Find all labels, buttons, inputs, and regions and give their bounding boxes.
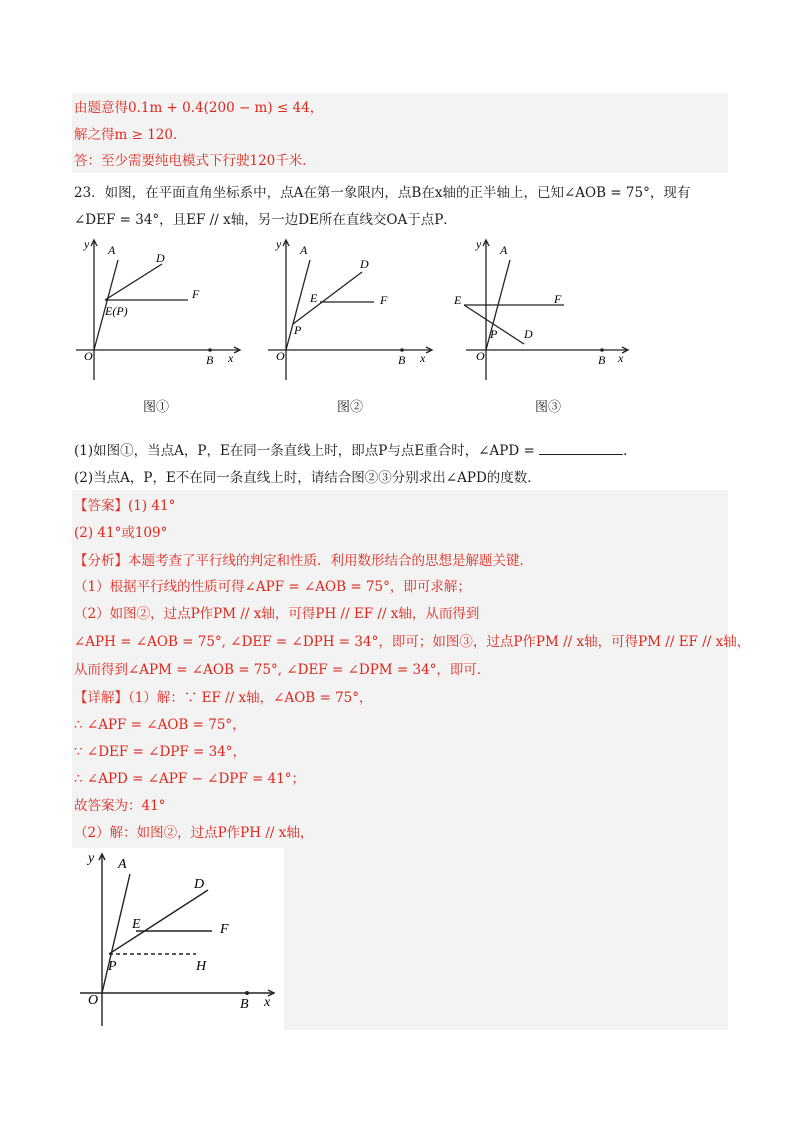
detail-4: ∴ ∠APD = ∠APF − ∠DPF = 41°； [74, 771, 306, 787]
fig3-label-f: F [554, 292, 562, 306]
fig2-label-p: P [294, 323, 302, 337]
detail-line [74, 688, 373, 708]
fig3-label-y: y [476, 237, 482, 251]
question-line2: ∠DEF = 34°，且EF // x轴，另一边DE所在直线交OA于点P． [74, 212, 457, 228]
fig2-label-y: y [276, 237, 282, 251]
analysis-line [74, 551, 533, 571]
fig1-label-x: x [228, 351, 234, 365]
fig1-label-y: y [84, 237, 90, 251]
figure-3-caption: 图③ [535, 400, 562, 415]
figure-1-caption: 图① [143, 400, 170, 415]
answer-line [74, 496, 175, 516]
fig3-label-o: O [476, 349, 485, 363]
fig2-label-o: O [276, 349, 285, 363]
analysis-2: （2）如图②，过点P作PM // x轴，可得PH // EF // x轴，从而得到 [74, 606, 480, 622]
answer-2: (2) 41°或109° [74, 525, 168, 541]
prev-solution-line1: 由题意得0.1m + 0.4(200 − m) ≤ 44， [74, 100, 324, 116]
detail-2: ∴ ∠APF = ∠AOB = 75°， [74, 717, 246, 733]
fig1-label-ep: E(P) [105, 304, 128, 318]
answer-1: (1) 41° [128, 498, 176, 514]
fig1-label-f: F [192, 287, 200, 301]
question-part1 [74, 441, 637, 461]
sol-label-b: B [240, 997, 249, 1012]
answer-blank[interactable] [539, 442, 623, 455]
sol-label-f: F [220, 922, 229, 937]
question-line1: 23．如图，在平面直角坐标系中，点A在第一象限内，点B在x轴的正半轴上，已知∠AOB = 75°，现有 [74, 185, 691, 201]
answer-tag: 【答案】 [74, 498, 128, 514]
prev-solution-line3: 答：至少需要纯电模式下行驶120千米． [74, 153, 316, 169]
fig2-label-a: A [300, 243, 308, 257]
fig1-label-o: O [84, 349, 93, 363]
figure-1 [70, 232, 250, 384]
detail-3: ∵ ∠DEF = ∠DPF = 34°， [74, 744, 247, 760]
fig1-label-b: B [206, 353, 214, 367]
analysis-4: 从而得到∠APM = ∠AOB = 75°, ∠DEF = ∠DPM = 34°，即可． [74, 662, 491, 678]
fig3-label-x: x [618, 351, 624, 365]
detail-1: （1）解：∵ EF // x轴，∠AOB = 75°， [128, 690, 373, 706]
prev-solution-line2: 解之得m ≥ 120． [74, 127, 187, 143]
sol-label-e: E [132, 917, 141, 932]
solution-figure [72, 848, 284, 1030]
sol-label-a: A [118, 857, 127, 872]
detail-tag: 【详解】 [74, 690, 128, 706]
figure-3 [452, 232, 632, 384]
fig3-label-e: E [454, 293, 462, 307]
fig1-label-a: A [108, 243, 116, 257]
fig3-label-p: P [490, 327, 498, 341]
analysis-text: 本题考查了平行线的判定和性质．利用数形结合的思想是解题关键． [128, 553, 533, 569]
detail-5: 故答案为：41° [74, 798, 166, 814]
fig2-label-b: B [398, 353, 406, 367]
fig2-label-d: D [360, 257, 369, 271]
fig2-label-e: E [310, 291, 318, 305]
analysis-1: （1）根据平行线的性质可得∠APF = ∠AOB = 75°，即可求解； [74, 579, 471, 595]
figure-2-caption: 图② [337, 400, 364, 415]
detail-6: （2）解：如图②，过点P作PH // x轴， [74, 825, 314, 841]
fig3-label-b: B [598, 353, 606, 367]
question-part1-text: (1)如图①，当点A，P，E在同一条直线上时，即点P与点E重合时，∠APD = [74, 443, 535, 459]
analysis-3: ∠APH = ∠AOB = 75°, ∠DEF = ∠DPH = 34°，即可；如图③，过点P作PM // x轴，可得PM // EF // x轴， [74, 634, 751, 650]
question-part1-end: ． [623, 443, 637, 459]
analysis-tag: 【分析】 [74, 553, 128, 569]
fig2-label-x: x [420, 351, 426, 365]
figure-2 [262, 232, 442, 384]
sol-label-h: H [196, 959, 207, 974]
sol-label-p: P [108, 959, 117, 974]
question-part2: (2)当点A，P，E不在同一条直线上时，请结合图②③分别求出∠APD的度数． [74, 470, 541, 486]
sol-label-d: D [194, 877, 205, 892]
fig3-label-d: D [524, 327, 533, 341]
sol-label-y: y [88, 851, 95, 866]
sol-label-o: O [88, 993, 99, 1008]
fig3-label-a: A [500, 243, 508, 257]
sol-label-x: x [264, 995, 271, 1010]
fig2-label-f: F [380, 293, 388, 307]
fig1-label-d: D [156, 251, 165, 265]
